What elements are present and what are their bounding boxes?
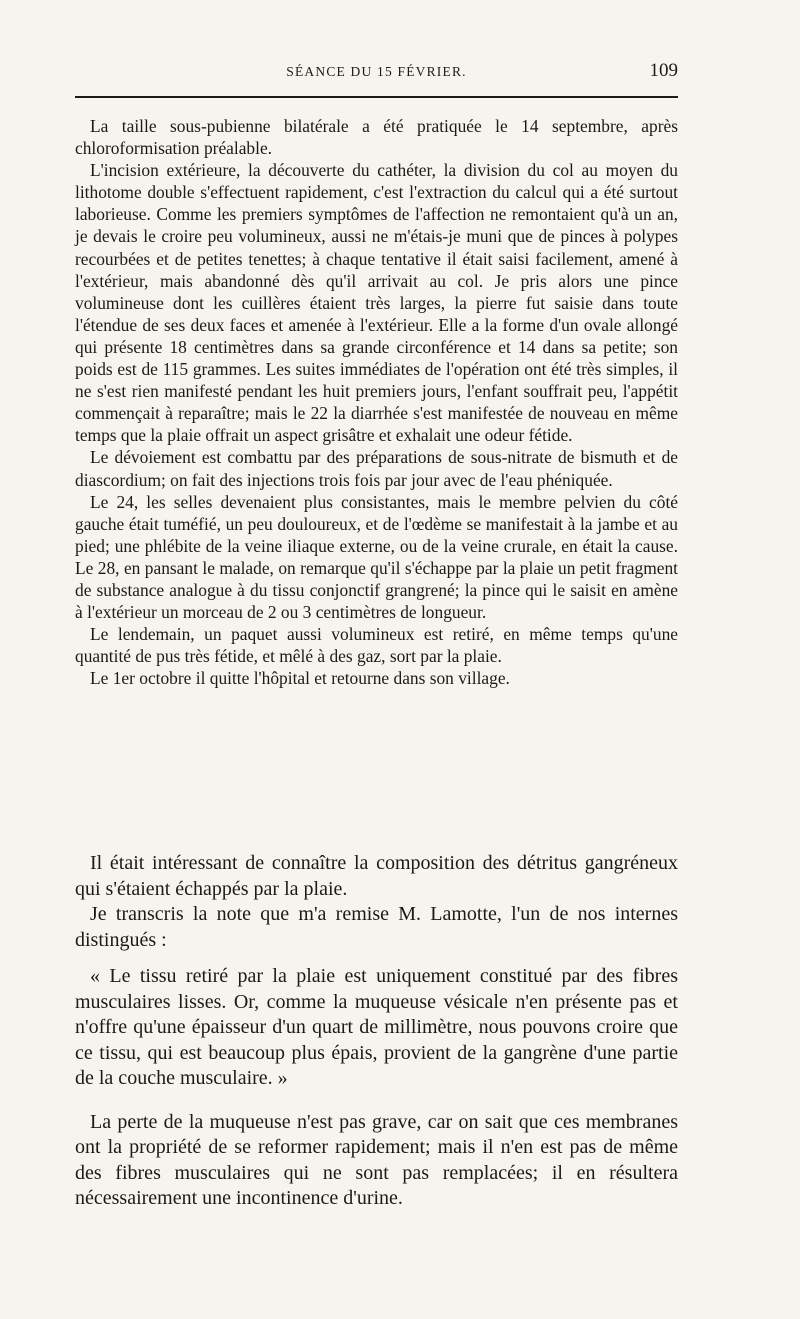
page-header	[75, 60, 678, 88]
paragraph: Le lendemain, un paquet aussi volumineux est retiré, en même temps qu'une quantité de pus très fétide, et mêlé à des gaz, sort par la plaie.	[75, 624, 678, 667]
paragraph: Le dévoiement est combattu par des préparations de sous-nitrate de bismuth et de diascordium; on fait des injections trois fois par jour avec de l'eau phéniquée.	[75, 447, 678, 490]
paragraph: La taille sous-pubienne bilatérale a été pratiquée le 14 septembre, après chloroformisation préalable.	[75, 116, 678, 159]
running-title: SÉANCE DU 15 FÉVRIER.	[286, 64, 467, 79]
case-notes	[75, 115, 678, 689]
paragraph: La perte de la muqueuse n'est pas grave, car on sait que ces membranes ont la propriété de se reformer rapidement; mais il n'en est pas de même des fibres musculaires qui ne sont pas remplacées; il en résultera nécessairement une incontinence d'urine.	[75, 1110, 678, 1209]
quotation: « Le tissu retiré par la plaie est uniquement constitué par des fibres musculaires lisses. Or, comme la muqueuse vésicale n'en présente pas et n'offre qu'une épaisseur d'un quart de millimètre, nous pouvons croire que ce tissu, qui est beaucoup plus épais, provient de la gangrène d'une partie de la couche musculaire. »	[75, 965, 678, 1089]
header-rule	[75, 96, 678, 98]
paragraph: Le 1er octobre il quitte l'hôpital et retourne dans son village.	[90, 668, 510, 689]
paragraph: Je transcris la note que m'a remise M. Lamotte, l'un de nos internes distingués :	[75, 903, 678, 951]
paragraph: Il était intéressant de connaître la composition des détritus gangréneux qui s'étaient échappés par la plaie.	[75, 852, 678, 900]
page-number: 109	[649, 60, 678, 81]
commentary	[75, 851, 678, 1212]
paragraph: Le 24, les selles devenaient plus consistantes, mais le membre pelvien du côté gauche était tuméfié, un peu douloureux, et de l'œdème se manifestait à la jambe et au pied; une phlébite de la veine iliaque externe, ou de la veine crurale, en était la cause. Le 28, en pansant le malade, on remarque qu'il s'échappe par la plaie un petit fragment de substance analogue à du tissu conjonctif grangrené; la pince qui le saisit en amène à l'extérieur un morceau de 2 ou 3 centimètres de longueur.	[75, 491, 678, 623]
paragraph: L'incision extérieure, la découverte du cathéter, la division du col au moyen du lithotome double s'effectuent rapidement, c'est l'extraction du calcul qui a été surtout laborieuse. Comme les premiers symptômes de l'affection ne remontaient qu'à un an, je devais le croire peu volumineux, aussi ne m'étais-je muni que de pinces à polypes recourbées et de petites tenettes; à chaque tentative il était saisi facilement, amené à l'extérieur, mais abandonné dès qu'il arrivait au col. Je pris alors une pince volumineuse dont les cuillères étaient très larges, la pierre fut saisie dans toute l'étendue de ses deux faces et amenée à l'extérieur. Elle a la forme d'un ovale allongé qui présente 18 centimètres dans sa grande circonférence et 14 dans sa petite; son poids est de 115 grammes. Les suites immédiates de l'opération ont été très simples, il ne s'est rien manifesté pendant les huit premiers jours, l'enfant souffrait peu, l'appétit commençait à reparaître; mais le 22 la diarrhée s'est manifestée de nouveau en même temps que la plaie offrait un aspect grisâtre et exhalait une odeur fétide.	[75, 160, 678, 446]
